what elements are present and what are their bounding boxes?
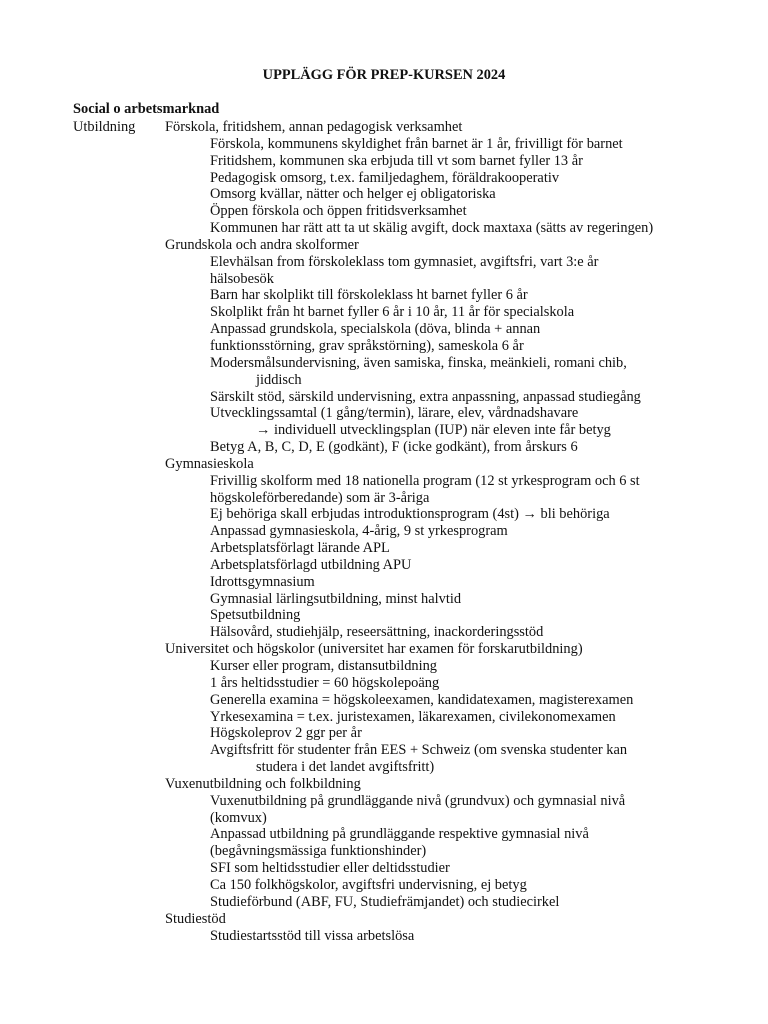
outline-line [0,624,768,641]
outline-line [0,911,768,928]
outline-line [0,894,768,911]
outline-item: → individuell utvecklingsplan (IUP) när eleven inte får betyg [256,422,611,439]
outline-item: Avgiftsfritt för studenter från EES + Schweiz (om svenska studenter kan [210,742,628,759]
outline-line [0,591,768,608]
outline-line [0,389,768,406]
outline-line [0,287,768,304]
outline-item: Gymnasial lärlingsutbildning, minst halvtid [210,590,462,607]
outline-line [0,203,768,220]
outline-line [0,826,768,843]
outline-item: Arbetsplatsförlagt lärande APL [210,540,390,557]
outline-line [0,456,768,473]
outline-item: Arbetsplatsförlagd utbildning APU [210,556,412,573]
outline-item: Högskoleprov 2 ggr per år [210,725,362,742]
outline-item: Modersmålsundervisning, även samiska, finska, meänkieli, romani chib, [210,354,627,371]
outline-item: Vuxenutbildning på grundläggande nivå (grundvux) och gymnasial nivå [210,792,626,809]
outline-item: Studiestartsstöd till vissa arbetslösa [210,927,415,944]
outline-line [0,220,768,237]
outline-line [0,405,768,422]
outline-item: Spetsutbildning [210,607,301,624]
outline-line [0,607,768,624]
outline-line [0,540,768,557]
outline-line [0,877,768,894]
outline-line [0,557,768,574]
outline-item: Ej behöriga skall erbjudas introduktionsprogram (4st) → bli behöriga [210,506,610,523]
outline-item: Studieförbund (ABF, FU, Studiefrämjandet) och studiecirkel [210,893,560,910]
outline-line [0,574,768,591]
outline-line [0,759,768,776]
outline-item: (begåvningsmässiga funktionshinder) [210,843,427,860]
outline-line [0,304,768,321]
outline-line [0,473,768,490]
outline-line [0,675,768,692]
outline-item: Idrottsgymnasium [210,573,315,590]
outline-item: Generella examina = högskoleexamen, kandidatexamen, magisterexamen [210,691,634,708]
outline-line [0,422,768,439]
outline-item: hälsobesök [210,270,274,287]
outline-item: Elevhälsan from förskoleklass tom gymnasiet, avgiftsfri, vart 3:e år [210,253,599,270]
outline-line [0,692,768,709]
outline-subheading: Vuxenutbildning och folkbildning [165,775,361,792]
outline-item: Skolplikt från ht barnet fyller 6 år i 10 år, 11 år för specialskola [210,304,575,321]
outline-line [0,237,768,254]
outline-line [0,523,768,540]
document-body [0,119,768,944]
outline-line [0,810,768,827]
section-heading: Social o arbetsmarknad [73,101,220,117]
outline-item: Öppen förskola och öppen fritidsverksamhet [210,203,467,220]
document-title: UPPLÄGG FÖR PREP-KURSEN 2024 [262,67,506,83]
outline-line [0,928,768,945]
outline-line [0,186,768,203]
outline-subheading: Studiestöd [165,910,226,927]
outline-subheading: Grundskola och andra skolformer [165,236,359,253]
outline-item: Pedagogisk omsorg, t.ex. familjedaghem, föräldrakooperativ [210,169,560,186]
outline-line [0,776,768,793]
outline-item: Hälsovård, studiehjälp, reseersättning, inackorderingsstöd [210,624,544,641]
outline-item: jiddisch [256,371,302,388]
outline-line [0,506,768,523]
outline-item: Utvecklingssamtal (1 gång/termin), lärare, elev, vårdnadshavare [210,405,579,422]
outline-line [0,338,768,355]
outline-item: funktionsstörning, grav språkstörning), sameskola 6 år [210,337,524,354]
outline-line [0,843,768,860]
outline-item: studera i det landet avgiftsfritt) [256,759,435,776]
outline-line [0,170,768,187]
outline-item: Barn har skolplikt till förskoleklass ht barnet fyller 6 år [210,287,528,304]
outline-line [0,153,768,170]
outline-subheading: Gymnasieskola [165,455,254,472]
outline-line [0,793,768,810]
outline-line [0,658,768,675]
outline-item: högskoleförberedande) som är 3-åriga [210,489,430,506]
outline-line [0,641,768,658]
outline-item: Förskola, kommunens skyldighet från barnet är 1 år, frivilligt för barnet [210,135,623,152]
outline-subheading: Förskola, fritidshem, annan pedagogisk verksamhet [165,119,463,135]
outline-line [0,254,768,271]
outline-item: Kommunen har rätt att ta ut skälig avgift, dock maxtaxa (sätts av regeringen) [210,220,654,237]
outline-item: Anpassad gymnasieskola, 4-årig, 9 st yrkesprogram [210,523,508,540]
outline-item: Frivillig skolform med 18 nationella program (12 st yrkesprogram och 6 st [210,472,640,489]
outline-line [0,136,768,153]
outline-item: Särskilt stöd, särskild undervisning, extra anpassning, anpassad studiegång [210,388,641,405]
outline-line [0,271,768,288]
outline-item: Fritidshem, kommunen ska erbjuda till vt som barnet fyller 13 år [210,152,583,169]
outline-item: Kurser eller program, distansutbildning [210,658,438,674]
outline-line [0,490,768,507]
outline-item: Anpassad grundskola, specialskola (döva, blinda + annan [210,321,541,338]
outline-line [0,742,768,759]
outline-item: Anpassad utbildning på grundläggande respektive gymnasial nivå [210,826,589,843]
outline-item: Omsorg kvällar, nätter och helger ej obligatoriska [210,186,496,203]
outline-line [0,439,768,456]
outline-line [0,860,768,877]
outline-item: (komvux) [210,809,267,826]
outline-line [0,372,768,389]
outline-item: 1 års heltidsstudier = 60 högskolepoäng [210,674,440,691]
outline-subheading: Universitet och högskolor (universitet har examen för forskarutbildning) [165,641,583,658]
lead-label: Utbildning [73,119,136,135]
outline-line [0,725,768,742]
outline-line [0,321,768,338]
outline-line [0,119,768,136]
outline-item: Betyg A, B, C, D, E (godkänt), F (icke godkänt), from årskurs 6 [210,439,578,456]
outline-item: Ca 150 folkhögskolor, avgiftsfri undervisning, ej betyg [210,876,527,893]
outline-item: Yrkesexamina = t.ex. juristexamen, läkarexamen, civilekonomexamen [210,708,616,725]
outline-item: SFI som heltidsstudier eller deltidsstudier [210,860,450,877]
outline-line [0,709,768,726]
outline-line [0,355,768,372]
